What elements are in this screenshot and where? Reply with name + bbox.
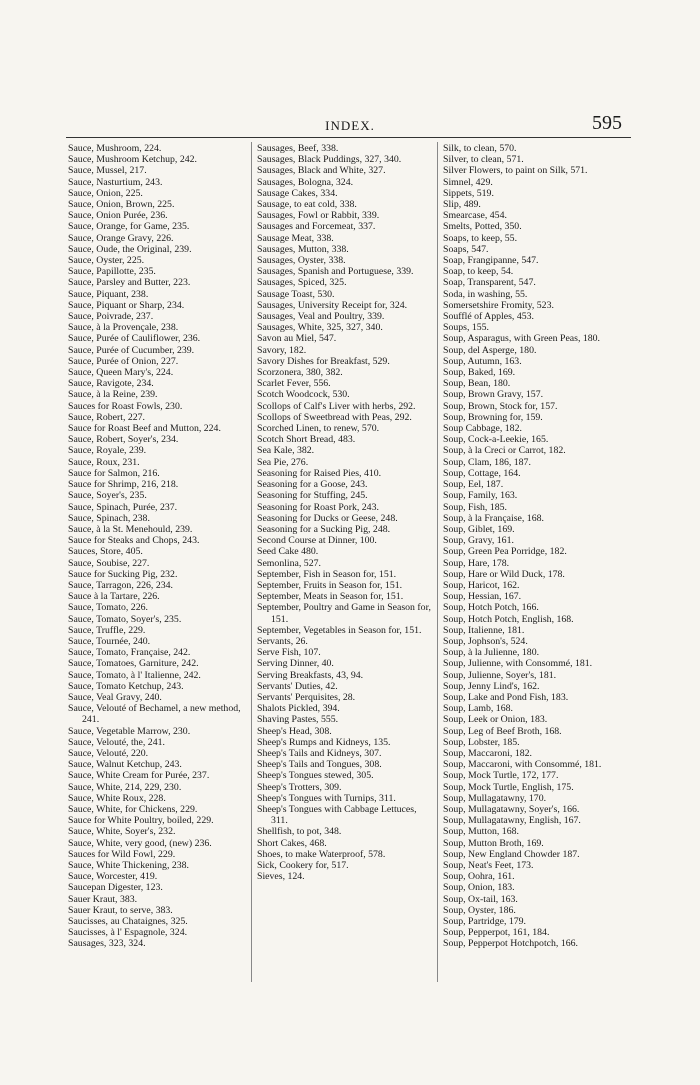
index-entry: September, Vegetables in Season for, 151. [257, 624, 422, 636]
index-entry: Sausages, Black and White, 327. [257, 165, 386, 177]
index-entry: Sea Kale, 382. [257, 445, 315, 457]
index-entry: Sauce, à la Reine, 239. [68, 389, 158, 401]
index-entry: Soup, Julienne, with Consommé, 181. [443, 658, 593, 670]
column-divider [251, 142, 252, 982]
index-entry: Sauce, Mussel, 217. [68, 165, 147, 177]
index-entry: Soup, Haricot, 162. [443, 579, 520, 591]
index-entry: Sausages, Oyster, 338. [257, 255, 346, 267]
index-entry: Sauce, Soyer's, 235. [68, 490, 147, 502]
index-entry: Soaps, 547. [443, 243, 489, 255]
index-entry: Soup, Partridge, 179. [443, 916, 526, 928]
index-entry: Sauce, Poivrade, 237. [68, 311, 154, 323]
index-entry: Serving Breakfasts, 43, 94. [257, 669, 364, 681]
index-entry: Soup, Oyster, 186. [443, 904, 516, 916]
index-entry: Sausages, 323, 324. [68, 938, 146, 950]
index-entry: Soup, Mutton, 168. [443, 826, 519, 838]
index-entry: Sauce, Robert, Soyer's, 234. [68, 434, 179, 446]
index-entry: Soup, Mullagatawny, 170. [443, 792, 547, 804]
index-entry: Sauce, Soubise, 227. [68, 557, 150, 569]
index-entry: Sauce for Sucking Pig, 232. [68, 568, 178, 580]
index-entry: Soup, New England Chowder 187. [443, 848, 580, 860]
index-entry: Seed Cake 480. [257, 546, 319, 558]
index-entry: Soup, Cock-a-Leekie, 165. [443, 434, 549, 446]
index-entry: Sauce, Parsley and Butter, 223. [68, 277, 191, 289]
index-entry: Sauer Kraut, to serve, 383. [68, 904, 173, 916]
index-entry: Soup, Jenny Lind's, 162. [443, 680, 540, 692]
index-entry: Smelts, Potted, 350. [443, 221, 522, 233]
index-entry: Sauce, Royale, 239. [68, 445, 147, 457]
index-entry: Soup, Cottage, 164. [443, 467, 521, 479]
index-entry: Sauce, White Roux, 228. [68, 792, 166, 804]
index-entry: Second Course at Dinner, 100. [257, 535, 377, 547]
index-entry: Soup, Pepperpot, 161, 184. [443, 927, 550, 939]
index-entry: Sauce, Oude, the Original, 239. [68, 243, 192, 255]
index-entry: Soufflé of Apples, 453. [443, 311, 534, 323]
index-entry: Sauce, Vegetable Marrow, 230. [68, 725, 191, 737]
index-entry: Sausages and Forcemeat, 337. [257, 221, 376, 233]
index-entry: Seasoning for a Sucking Pig, 248. [257, 523, 391, 535]
index-entry: Soup, Baked, 169. [443, 367, 516, 379]
index-entry: Sauce, Ravigote, 234. [68, 378, 154, 390]
index-entry: Sauce, Orange Gravy, 226. [68, 232, 174, 244]
index-entry: Scotch Woodcock, 530. [257, 389, 350, 401]
index-entry: Somersetshire Fromity, 523. [443, 299, 554, 311]
index-entry: Saucisses, à l' Espagnole, 324. [68, 927, 188, 939]
index-entry: Soup, Brown Gravy, 157. [443, 389, 544, 401]
index-entry: Soup, Pepperpot Hotchpotch, 166. [443, 938, 578, 950]
index-entry: Sheep's Tails and Kidneys, 307. [257, 747, 382, 759]
index-entry: Sausages, Veal and Poultry, 339. [257, 311, 385, 323]
index-entry: Sauce, Onion, Brown, 225. [68, 199, 175, 211]
index-entry: Sippets, 519. [443, 187, 494, 199]
index-entry: Sausage Meat, 338. [257, 232, 334, 244]
index-entry: Sauces, Store, 405. [68, 546, 143, 558]
index-entry: Sauces for Roast Fowls, 230. [68, 400, 183, 412]
index-entry: Seasoning for Stuffing, 245. [257, 490, 368, 502]
index-entry: Soup, à la Française, 168. [443, 512, 544, 524]
index-entry: Sausages, Black Puddings, 327, 340. [257, 154, 402, 166]
index-entry: Sauce, Spinach, Purée, 237. [68, 501, 178, 513]
index-entry: Sheep's Head, 308. [257, 725, 332, 737]
index-entry: Savory Dishes for Breakfast, 529. [257, 355, 390, 367]
index-entry: Soup, Mock Turtle, 172, 177. [443, 770, 559, 782]
index-entry: Scollops of Sweetbread with Peas, 292. [257, 411, 412, 423]
index-entry: Seasoning for a Goose, 243. [257, 479, 368, 491]
index-entry: Servants' Perquisites, 28. [257, 691, 356, 703]
index-entry: Soaps, to keep, 55. [443, 232, 518, 244]
index-entry: Saucisses, au Chataignes, 325. [68, 916, 188, 928]
index-entry: Sauce, Velouté of Bechamel, a new method, 241. [68, 703, 241, 726]
index-entry: Sauce, Tomato, à l' Italienne, 242. [68, 669, 201, 681]
index-entry: Sauce, Veal Gravy, 240. [68, 691, 162, 703]
index-entry: Soup, Mutton Broth, 169. [443, 837, 544, 849]
index-entry: Short Cakes, 468. [257, 837, 327, 849]
index-entry: Sauce, Tomato, Soyer's, 235. [68, 613, 182, 625]
index-entry: Scorzonera, 380, 382. [257, 367, 343, 379]
index-entry: Sauce, Spinach, 238. [68, 512, 150, 524]
index-entry: Shoes, to make Waterproof, 578. [257, 848, 386, 860]
index-entry: Sauce, Piquant or Sharp, 234. [68, 299, 185, 311]
index-entry: Soup, Neat's Feet, 173. [443, 860, 534, 871]
index-entry: Sheep's Trotters, 309. [257, 781, 342, 793]
header-rule [66, 137, 631, 138]
index-entry: Soup, del Asperge, 180. [443, 344, 537, 356]
index-entry: Sauce, Nasturtium, 243. [68, 176, 163, 188]
index-column-2 [257, 143, 433, 882]
index-entry: Sausages, University Receipt for, 324. [257, 299, 408, 311]
index-entry: Servants, 26. [257, 635, 308, 647]
index-entry: Scotch Short Bread, 483. [257, 434, 356, 446]
index-entry: Sauce, White Thickening, 238. [68, 860, 189, 871]
index-entry: Soup Cabbage, 182. [443, 423, 522, 435]
index-entry: Soup, Hotch Potch, English, 168. [443, 613, 574, 625]
index-entry: Sauce, Mushroom Ketchup, 242. [68, 154, 197, 166]
index-entry: Sauce, Tomato, 226. [68, 602, 148, 614]
index-entry: Sauce, Truffle, 229. [68, 624, 146, 636]
index-entry: Sauce, Orange, for Game, 235. [68, 221, 190, 233]
index-entry: Sausage Toast, 530. [257, 288, 335, 300]
index-entry: Soup, Jophson's, 524. [443, 635, 528, 647]
index-entry: Soup, Mullagatawny, English, 167. [443, 815, 581, 827]
index-entry: Sauce, Tomatoes, Garniture, 242. [68, 658, 199, 670]
index-entry: Sauce for White Poultry, boiled, 229. [68, 815, 214, 827]
index-entry: Sheep's Tongues with Turnips, 311. [257, 792, 396, 804]
index-entry: Shellfish, to pot, 348. [257, 826, 342, 838]
index-entry: Soap, to keep, 54. [443, 266, 514, 278]
index-entry: Seasoning for Ducks or Geese, 248. [257, 512, 398, 524]
index-entry: Sheep's Tails and Tongues, 308. [257, 759, 382, 771]
index-entry: Sausages, Beef, 338. [257, 143, 339, 154]
index-entry: Servants' Duties, 42. [257, 680, 338, 692]
index-entry: Soap, Transparent, 547. [443, 277, 536, 289]
index-entry: Sauce, Tarragon, 226, 234. [68, 579, 173, 591]
index-entry: Soup, Italienne, 181. [443, 624, 525, 636]
index-entry: Soup, Lobster, 185. [443, 736, 520, 748]
index-entry: Soup, Lamb, 168. [443, 703, 513, 715]
index-entry: Soup, Julienne, Soyer's, 181. [443, 669, 557, 681]
index-entry: Smearcase, 454. [443, 210, 507, 222]
index-entry: Serve Fish, 107. [257, 647, 321, 659]
index-entry: Soup, à la Julienne, 180. [443, 647, 540, 659]
index-entry: Slip, 489. [443, 199, 481, 211]
index-entry: Sauce, Tomato Ketchup, 243. [68, 680, 184, 692]
index-entry: Sausage, to eat cold, 338. [257, 199, 357, 211]
index-entry: Shaving Pastes, 555. [257, 714, 339, 726]
index-entry: Soup, Green Pea Porridge, 182. [443, 546, 567, 558]
index-entry: Sea Pie, 276. [257, 456, 309, 468]
column-divider [437, 142, 438, 982]
index-entry: Soup, Onion, 183. [443, 882, 515, 894]
index-entry: Soup, Mullagatawny, Soyer's, 166. [443, 803, 580, 815]
index-entry: Sauce, Purée of Cauliflower, 236. [68, 333, 201, 345]
index-entry: Sauce, Robert, 227. [68, 411, 145, 423]
index-entry: Sauce, Queen Mary's, 224. [68, 367, 174, 379]
index-entry: Sauce, Onion Purée, 236. [68, 210, 168, 222]
index-entry: Sauce, White, for Chickens, 229. [68, 803, 198, 815]
index-entry: Soup, Giblet, 169. [443, 523, 515, 535]
index-entry: Sausages, Mutton, 338. [257, 243, 349, 255]
index-entry: Soup, Oohra, 161. [443, 871, 515, 883]
index-entry: Sauce, Walnut Ketchup, 243. [68, 759, 182, 771]
index-entry: Sauce, Onion, 225. [68, 187, 143, 199]
page-number: 595 [592, 112, 622, 134]
index-entry: Sieves, 124. [257, 871, 305, 883]
index-entry: Sauce for Shrimp, 216, 218. [68, 479, 179, 491]
index-entry: Sauces for Wild Fowl, 229. [68, 848, 176, 860]
index-entry: Soup, Fish, 185. [443, 501, 507, 513]
index-entry: Sauce, Mushroom, 224. [68, 143, 162, 154]
index-entry: Soup, Bean, 180. [443, 378, 511, 390]
index-entry: Seasoning for Raised Pies, 410. [257, 467, 382, 479]
index-entry: Sauce, Roux, 231. [68, 456, 140, 468]
index-entry: Sheep's Rumps and Kidneys, 135. [257, 736, 391, 748]
index-entry: Soup, Lake and Pond Fish, 183. [443, 691, 569, 703]
index-entry: Sheep's Tongues with Cabbage Lettuces, 311. [257, 803, 417, 827]
index-entry: Sauce, à la Provençale, 238. [68, 322, 179, 334]
index-entry: Sauce for Salmon, 216. [68, 467, 160, 479]
index-entry: Sauce, Worcester, 419. [68, 871, 158, 883]
index-entry: Sauce, Tomato, Française, 242. [68, 647, 191, 659]
index-entry: Sausages, Spiced, 325. [257, 277, 347, 289]
index-entry: Soup, Leek or Onion, 183. [443, 714, 548, 726]
index-entry: Scollops of Calf's Liver with herbs, 292. [257, 400, 416, 412]
index-entry: Soda, in washing, 55. [443, 288, 528, 300]
index-entry: Silver Flowers, to paint on Silk, 571. [443, 165, 588, 177]
index-entry: Seasoning for Roast Pork, 243. [257, 501, 379, 513]
index-entry: Sausages, Bologna, 324. [257, 176, 354, 188]
index-entry: Sauce for Steaks and Chops, 243. [68, 535, 200, 547]
index-entry: September, Meats in Season for, 151. [257, 591, 404, 603]
index-entry: Sauce, White, Soyer's, 232. [68, 826, 176, 838]
index-entry: Semonlina, 527. [257, 557, 321, 569]
index-entry: Soup, Maccaroni, 182. [443, 747, 532, 759]
index-entry: Silver, to clean, 571. [443, 154, 524, 166]
index-entry: Serving Dinner, 40. [257, 658, 334, 670]
index-entry: Soap, Frangipanne, 547. [443, 255, 539, 267]
index-column-3 [443, 143, 623, 950]
index-entry: Soup, Autumn, 163. [443, 355, 522, 367]
index-entry: Silk, to clean, 570. [443, 143, 517, 154]
index-entry: Savory, 182. [257, 344, 307, 356]
index-entry: Soup, Family, 163. [443, 490, 518, 502]
index-entry: Sheep's Tongues stewed, 305. [257, 770, 374, 782]
index-entry: Sauce, White Cream for Purée, 237. [68, 770, 210, 782]
index-entry: Sauce à la Tartare, 226. [68, 591, 160, 603]
index-entry: Soup, Mock Turtle, English, 175. [443, 781, 574, 793]
index-entry: Soups, 155. [443, 322, 489, 334]
index-entry: Scorched Linen, to renew, 570. [257, 423, 380, 435]
index-entry: Sauce, Piquant, 238. [68, 288, 149, 300]
index-entry: Sauce, Purée of Onion, 227. [68, 355, 179, 367]
index-entry: September, Fruits in Season for, 151. [257, 579, 403, 591]
index-entry: Soup, Browning for, 159. [443, 411, 543, 423]
index-column-1 [68, 143, 246, 950]
page-title: INDEX. [325, 118, 375, 133]
index-entry: Soup, Hare, 178. [443, 557, 510, 569]
index-entry: September, Poultry and Game in Season for, 151. [257, 602, 431, 625]
index-entry: Soup, Gravy, 161. [443, 535, 514, 547]
index-entry: Saucepan Digester, 123. [68, 882, 163, 894]
index-entry: Soup, Clam, 186, 187. [443, 456, 531, 468]
index-entry: Sauce for Roast Beef and Mutton, 224. [68, 423, 221, 435]
index-entry: Soup, Brown, Stock for, 157. [443, 400, 558, 412]
index-entry: Sauce, Velouté, the, 241. [68, 736, 165, 748]
index-entry: Soup, Eel, 187. [443, 479, 504, 491]
index-entry: Sauce, Purée of Cucumber, 239. [68, 344, 195, 356]
index-entry: Soup, Leg of Beef Broth, 168. [443, 725, 562, 737]
index-entry: September, Fish in Season for, 151. [257, 568, 397, 580]
index-entry: Sauce, White, 214, 229, 230. [68, 781, 182, 793]
index-entry: Soup, Ox-tail, 163. [443, 893, 518, 905]
index-entry: Sauer Kraut, 383. [68, 893, 138, 905]
index-entry: Sauce, Oyster, 225. [68, 255, 145, 267]
index-entry: Sauce, White, very good, (new) 236. [68, 837, 212, 849]
index-entry: Sausage Cakes, 334. [257, 187, 338, 199]
index-entry: Sausages, White, 325, 327, 340. [257, 322, 383, 334]
index-entry: Sauce, à la St. Menehould, 239. [68, 523, 193, 535]
index-entry: Sauce, Tournée, 240. [68, 635, 151, 647]
index-entry: Soup, à la Creci or Carrot, 182. [443, 445, 566, 457]
index-entry: Sick, Cookery for, 517. [257, 860, 349, 871]
index-entry: Savon au Miel, 547. [257, 333, 337, 345]
index-entry: Soup, Asparagus, with Green Peas, 180. [443, 333, 601, 345]
index-entry: Sausages, Fowl or Rabbit, 339. [257, 210, 380, 222]
index-entry: Sauce, Velouté, 220. [68, 747, 149, 759]
index-entry: Soup, Maccaroni, with Consommé, 181. [443, 759, 602, 771]
index-entry: Simnel, 429. [443, 176, 493, 188]
index-entry: Soup, Hare or Wild Duck, 178. [443, 568, 565, 580]
index-entry: Sausages, Spanish and Portuguese, 339. [257, 266, 414, 278]
index-entry: Shalots Pickled, 394. [257, 703, 340, 715]
index-entry: Soup, Hessian, 167. [443, 591, 522, 603]
index-entry: Sauce, Papillotte, 235. [68, 266, 156, 278]
index-entry: Soup, Hotch Potch, 166. [443, 602, 539, 614]
index-entry: Scarlet Fever, 556. [257, 378, 331, 390]
